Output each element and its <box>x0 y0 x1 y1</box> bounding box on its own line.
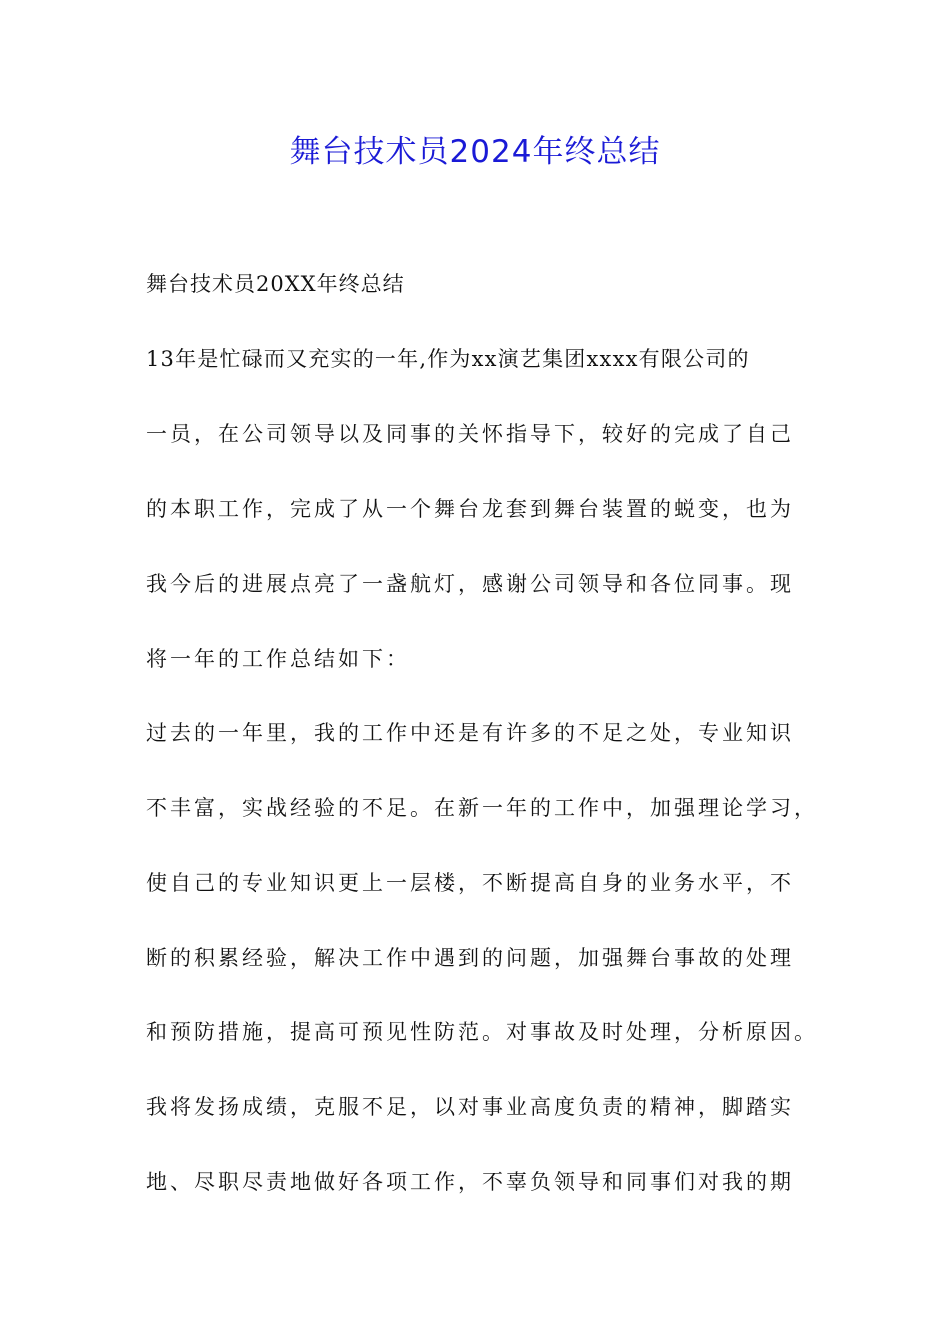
document-title: 舞台技术员2024年终总结 <box>289 134 661 170</box>
body-line-9: 断的积累经验，解决工作中遇到的问题，加强舞台事故的处理 <box>146 946 794 970</box>
body-line-2: 一员，在公司领导以及同事的关怀指导下，较好的完成了自己 <box>146 422 794 446</box>
body-line-11: 我将发扬成绩，克服不足，以对事业高度负责的精神，脚踏实 <box>146 1095 794 1119</box>
body-line-10: 和预防措施，提高可预见性防范。对事故及时处理，分析原因。 <box>146 1020 818 1044</box>
body-line-4: 我今后的进展点亮了一盏航灯，感谢公司领导和各位同事。现 <box>146 572 794 596</box>
body-line-12: 地、尽职尽责地做好各项工作，不辜负领导和同事们对我的期 <box>146 1170 794 1194</box>
body-line-1: 13年是忙碌而又充实的一年,作为xx演艺集团xxxx有限公司的 <box>146 347 750 371</box>
body-line-6: 过去的一年里，我的工作中还是有许多的不足之处，专业知识 <box>146 721 794 745</box>
subtitle-line: 舞台技术员20XX年终总结 <box>146 272 405 296</box>
body-line-7: 不丰富，实战经验的不足。在新一年的工作中，加强理论学习， <box>146 796 818 820</box>
body-line-5: 将一年的工作总结如下： <box>146 647 410 671</box>
body-line-3: 的本职工作，完成了从一个舞台龙套到舞台装置的蜕变，也为 <box>146 497 794 521</box>
body-line-8: 使自己的专业知识更上一层楼，不断提高自身的业务水平，不 <box>146 871 794 895</box>
